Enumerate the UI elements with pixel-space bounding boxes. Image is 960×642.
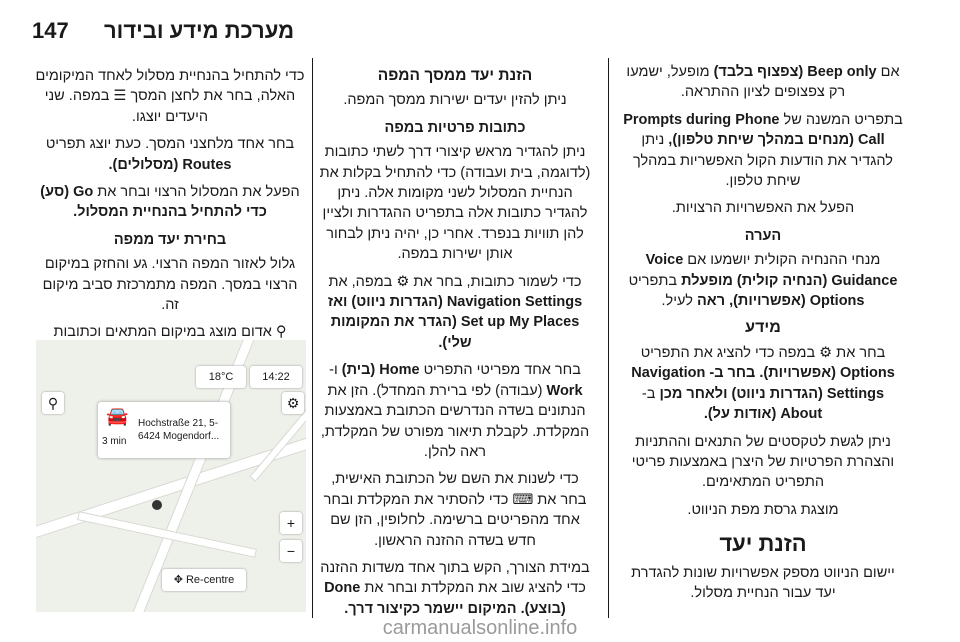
left-column	[34, 66, 306, 370]
eta-label: 3 min	[102, 436, 127, 447]
recentre-label: Re-centre	[185, 574, 235, 586]
private-addresses-heading: כתובות פרטיות במפה	[384, 119, 526, 136]
destination-entry-paragraph: יישום הניווט מספק אפשרויות שונות להגדרת יעד עבור הנחיית מסלול.	[631, 564, 895, 601]
right-column	[620, 62, 906, 610]
car-icon: 🚘	[106, 406, 129, 426]
info-paragraph: בחר את ⚙ במפה כדי להציג את התפריט Options (אפשרויות). בחר ב- Navigation Settings (הגדרות ניווט) ולאחר מכן ב- About (אודות על).	[631, 344, 895, 423]
page-header	[0, 0, 960, 56]
map-screenshot	[36, 340, 306, 612]
map-version-paragraph: מוצגת גרסת מפת הניווט.	[687, 501, 839, 518]
note-heading: הערה	[744, 227, 782, 244]
map-entry-heading: הזנת יעד ממסך המפה	[377, 67, 533, 84]
address-line-1: Hochstraße 21, 5-	[138, 418, 219, 429]
location-pin-icon	[152, 500, 162, 510]
phone-call-term: Phone Call	[735, 111, 885, 149]
recentre-target-icon: ✥	[173, 574, 186, 586]
map-entry-paragraph: ניתן להזין יעדים ישירות ממסך המפה.	[343, 92, 567, 109]
start-guidance-paragraph: כדי להתחיל בהנחיית מסלול לאחד המיקומים האלה, בחר את לחצן המסך ☰ במפה. שני היעדים יוצגו.	[35, 68, 305, 125]
page-number: 147	[32, 18, 69, 43]
private-addresses-paragraph: ניתן להגדיר מראש קיצורי דרך לשתי כתובות (לדוגמה, בית ועבודה) כדי להתחיל בקלות את הנחיית המסלול לשני מקומות אלה. ניתן להגדיר כתובות אלה בתפריט ההגדרות ולציין להן תוויות בנפרד. אחרי כן, יהיה ניתן לבחור אותן ישירות במפה.	[319, 144, 591, 263]
address-line-2: 6424 Mogendorf...	[138, 431, 220, 442]
zoom-in-button[interactable]: +	[280, 512, 302, 534]
select-from-map-paragraph: גלול לאזור המפה הרצוי. גע והחזק במיקום הרצוי במסך. המפה מתמרכזת סביב מיקום זה.	[42, 256, 298, 314]
column-divider-left	[312, 58, 313, 618]
routes-paragraph: בחר אחד מלחצני המסך. כעת יוצג תפריט Routes (מסלולים).	[45, 136, 295, 173]
go-paragraph: הפעל את המסלול הרצוי ובחר את Go (סע) כדי להתחיל בהנחיית המסלול.	[40, 184, 300, 221]
beep-only-paragraph: אם Beep only (צפצוף בלבד) מופעל, ישמעו רק צפצופים לציון ההתראה.	[626, 64, 900, 101]
temperature-display: 18°C	[196, 366, 246, 388]
recentre-button[interactable]	[162, 569, 246, 591]
red-pin-paragraph: ⚲ אדום מוצג במיקום המתאים וכתובות	[53, 324, 287, 341]
chapter-title: מערכת מידע ובידור	[104, 18, 295, 43]
save-addresses-paragraph: כדי לשמור כתובות, בחר את ⚙ במפה, את Navigation Settings (הגדרות ניווט) ואז Set up My Places (הגדר את המקומות שלי).	[327, 273, 583, 351]
rename-paragraph: כדי לשנות את השם של הכתובת האישית, בחר את ⌨ כדי להסתיר את המקלדת ובחר אחד מהפריטים ברשימה. לחלופין, הזן שם חדש בשדה ההזנה הראשון.	[323, 471, 587, 549]
middle-column	[318, 62, 592, 626]
watermark: carmanualsonline.info	[382, 617, 578, 639]
destination-entry-heading: הזנת יעד	[719, 531, 807, 557]
terms-paragraph: ניתן לגשת לטקסטים של התנאים וההתניות והצהרת הפרטיות של היצרן באמצעות פריטי התפריט המתאימים.	[631, 433, 895, 491]
column-divider-right	[608, 58, 609, 618]
info-heading: מידע	[745, 319, 781, 337]
prompts-during-term: Prompts during	[623, 111, 732, 128]
done-paragraph: במידת הצורך, הקש בתוך אחד משדות ההזנה כדי להציג שוב את המקלדת ובחר את Done (בוצע). המיקום יישמר כקיצור דרך.	[320, 559, 590, 617]
beep-only-term: Beep only	[807, 64, 877, 80]
zoom-out-button[interactable]: −	[280, 540, 302, 562]
clock-display: 14:22	[250, 366, 302, 388]
search-icon[interactable]: ⚲	[42, 392, 64, 414]
prompts-during-paragraph: בתפריט המשנה של Prompts during Phone Call (מנחים במהלך שיחת טלפון), ניתן להגדיר את הודעות הקול האפשריות במהלך שיחת טלפון.	[623, 111, 903, 190]
select-from-map-heading: בחירת יעד ממפה	[113, 231, 227, 248]
destination-card[interactable]	[98, 402, 230, 458]
settings-gear-icon[interactable]: ⚙	[282, 392, 304, 414]
enable-options-paragraph: הפעל את האפשרויות הרצויות.	[671, 200, 855, 217]
note-paragraph: מנחי ההנחיה הקולית יושמעו אם Voice Guidance (הנחיה קולית) מופעלת בתפריט Options (אפשרויות), ראה לעיל.	[628, 252, 898, 310]
home-work-paragraph: בחר אחד מפריטי התפריט Home (בית) ו- Work (עבודה) לפי ברירת המחדל). הזן את הנתונים בשדה הנדרשים הכתובת באמצעות המקלדת. לקבלת תיאור מפורט של המקלדת, ראה להלן.	[320, 362, 590, 460]
